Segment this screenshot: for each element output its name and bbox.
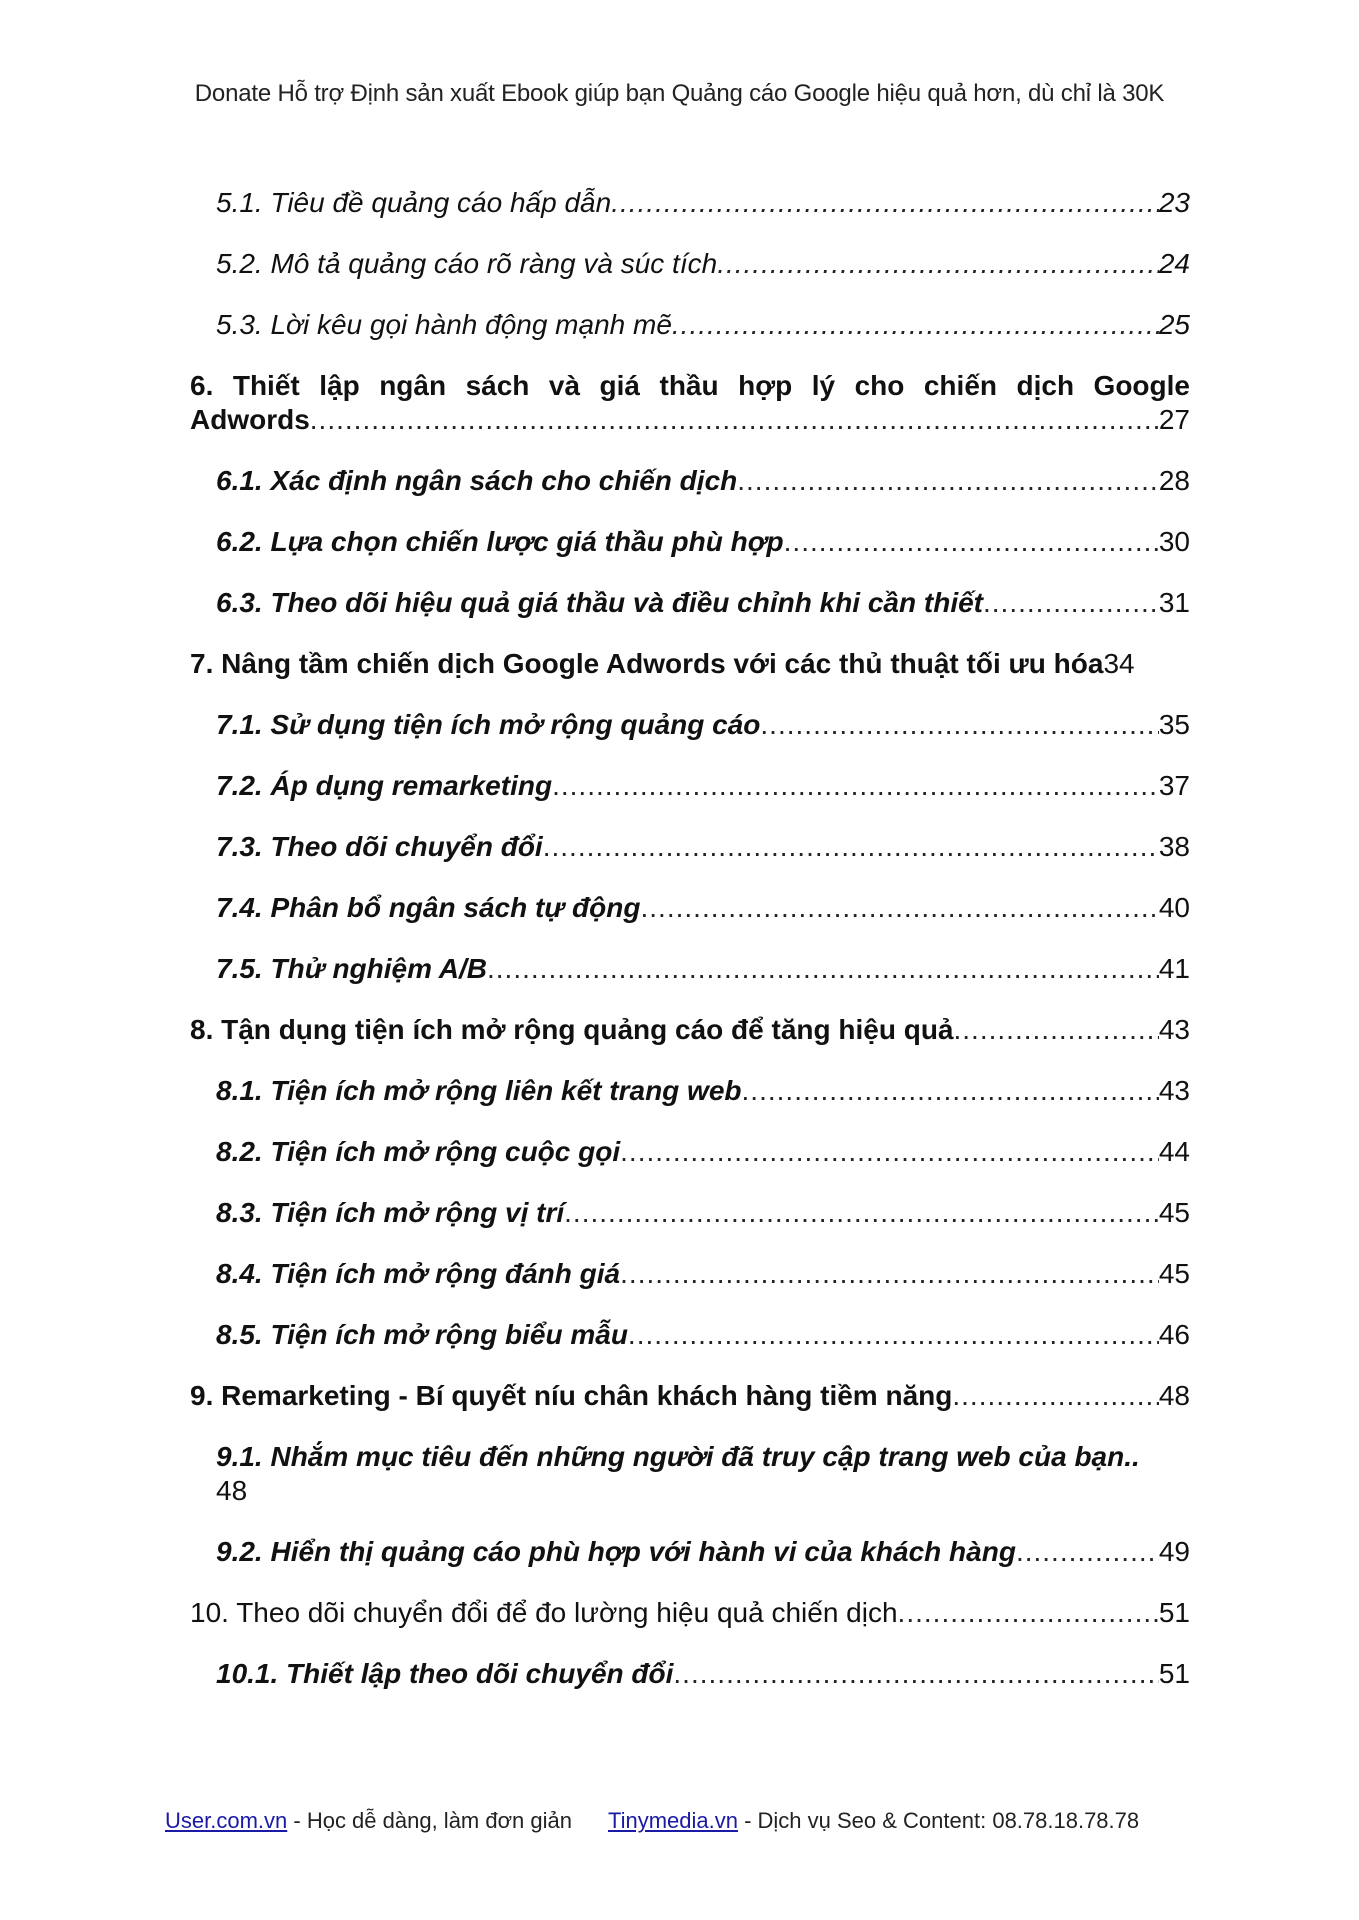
toc-entry-page: 25 — [1158, 309, 1190, 340]
toc-entry-page: 24 — [1158, 248, 1190, 279]
toc-entry-10[interactable] — [190, 1596, 1190, 1630]
toc-entry-title: 6.2. Lựa chọn chiến lược giá thầu phù hợp — [216, 526, 784, 557]
dot-leader — [1016, 1535, 1159, 1569]
page-header: Donate Hỗ trợ Định sản xuất Ebook giúp bạn Quảng cáo Google hiệu quả hơn, dù chỉ là 30K — [194, 80, 1165, 107]
dot-leader — [620, 1135, 1159, 1169]
user-com-vn-link[interactable]: User.com.vn — [165, 1808, 288, 1833]
dot-leader — [672, 308, 1159, 342]
toc-entry-8-4[interactable] — [190, 1257, 1190, 1291]
toc-entry-page: 28 — [1158, 465, 1190, 496]
toc-entry-title: 5.1. Tiêu đề quảng cáo hấp dẫn — [216, 187, 612, 218]
toc-entry-page: 44 — [1158, 1136, 1190, 1167]
toc-entry-title: 7.1. Sử dụng tiện ích mở rộng quảng cáo — [216, 709, 761, 740]
dot-leader — [717, 247, 1159, 281]
toc-entry-7-1[interactable] — [190, 708, 1190, 742]
dot-leader — [487, 952, 1159, 986]
dot-leader — [954, 1013, 1159, 1047]
toc-entry-title: 5.2. Mô tả quảng cáo rõ ràng và súc tích — [216, 248, 718, 279]
toc-entry-title: 7. Nâng tầm chiến dịch Google Adwords với các thủ thuật tối ưu hóa — [190, 648, 1104, 679]
toc-entry-title: 9.2. Hiển thị quảng cáo phù hợp với hành vi của khách hàng — [216, 1536, 1016, 1567]
dot-leader — [898, 1596, 1159, 1630]
toc-entry-page: 45 — [1158, 1258, 1190, 1289]
toc-entry-title: 8. Tận dụng tiện ích mở rộng quảng cáo để tăng hiệu quả — [190, 1014, 954, 1045]
toc-entry-page: 43 — [1158, 1014, 1190, 1045]
dot-leader — [543, 830, 1159, 864]
toc-entry-7-5[interactable] — [190, 952, 1190, 986]
toc-entry-8[interactable] — [190, 1013, 1190, 1047]
toc-entry-5-2[interactable] — [190, 247, 1190, 281]
toc-entry-title: 10.1. Thiết lập theo dõi chuyển đổi — [216, 1658, 674, 1689]
dot-leader — [784, 525, 1159, 559]
toc-entry-title: 8.5. Tiện ích mở rộng biểu mẫu — [216, 1319, 628, 1350]
toc-entry-5-1[interactable] — [190, 186, 1190, 220]
dot-leader — [983, 586, 1159, 620]
toc-entry-7[interactable] — [190, 647, 1190, 681]
toc-entry-title: 6. Thiết lập ngân sách và giá thầu hợp lý cho chiến dịch Google — [190, 370, 1190, 401]
dot-leader — [742, 1074, 1159, 1108]
dot-leader — [640, 891, 1158, 925]
toc-entry-page: 27 — [1158, 404, 1190, 435]
toc-entry-title: 8.1. Tiện ích mở rộng liên kết trang web — [216, 1075, 742, 1106]
footer-text-1: - Học dễ dàng, làm đơn giản — [287, 1808, 572, 1833]
toc-entry-9-1[interactable] — [190, 1440, 1190, 1508]
toc-entry-page: 48 — [1158, 1380, 1190, 1411]
toc-entry-page: 37 — [1158, 770, 1190, 801]
toc-entry-9-2[interactable] — [190, 1535, 1190, 1569]
toc-entry-title: 7.4. Phân bổ ngân sách tự động — [216, 892, 641, 923]
toc-entry-7-3[interactable] — [190, 830, 1190, 864]
toc-entry-page: 35 — [1158, 709, 1190, 740]
toc-entry-title: 8.4. Tiện ích mở rộng đánh giá — [216, 1258, 621, 1289]
toc-entry-6[interactable] — [190, 369, 1190, 437]
dot-leader — [952, 1379, 1158, 1413]
toc-entry-6-3[interactable] — [190, 586, 1190, 620]
dot-leader — [628, 1318, 1159, 1352]
toc-entry-6-1[interactable] — [190, 464, 1190, 498]
toc-entry-8-3[interactable] — [190, 1196, 1190, 1230]
dot-leader — [611, 186, 1159, 220]
toc-entry-page: 31 — [1158, 587, 1190, 618]
toc-entry-8-1[interactable] — [190, 1074, 1190, 1108]
toc-entry-page: 34 — [1103, 648, 1135, 679]
tinymedia-vn-link[interactable]: Tinymedia.vn — [607, 1808, 738, 1833]
table-of-contents — [190, 186, 1190, 1718]
toc-entry-8-2[interactable] — [190, 1135, 1190, 1169]
toc-entry-7-4[interactable] — [190, 891, 1190, 925]
toc-entry-title: 6.1. Xác định ngân sách cho chiến dịch — [216, 465, 738, 496]
toc-entry-7-2[interactable] — [190, 769, 1190, 803]
toc-entry-title: 8.2. Tiện ích mở rộng cuộc gọi — [216, 1136, 621, 1167]
toc-entry-page: 43 — [1158, 1075, 1190, 1106]
toc-entry-title: 5.3. Lời kêu gọi hành động mạnh mẽ — [216, 309, 672, 340]
toc-entry-title: 9.1. Nhắm mục tiêu đến những người đã truy cập trang web của bạn.. — [216, 1441, 1140, 1472]
toc-entry-title: 7.2. Áp dụng remarketing — [216, 770, 553, 801]
toc-entry-page: 40 — [1158, 892, 1190, 923]
toc-entry-page: 30 — [1158, 526, 1190, 557]
toc-entry-page: 51 — [1158, 1597, 1190, 1628]
toc-entry-10-1[interactable] — [190, 1657, 1190, 1691]
toc-entry-title: 7.5. Thử nghiệm A/B — [216, 953, 487, 984]
dot-leader — [552, 769, 1159, 803]
toc-entry-title: 6.3. Theo dõi hiệu quả giá thầu và điều chỉnh khi cần thiết — [216, 587, 983, 618]
toc-entry-title: 8.3. Tiện ích mở rộng vị trí — [216, 1197, 565, 1228]
toc-entry-page: 46 — [1158, 1319, 1190, 1350]
toc-entry-page: 23 — [1158, 187, 1190, 218]
footer-text-2: - Dịch vụ Seo & Content: 08.78.18.78.78 — [737, 1808, 1140, 1833]
toc-entry-title-cont: Adwords — [190, 404, 310, 435]
toc-entry-5-3[interactable] — [190, 308, 1190, 342]
toc-entry-page: 48 — [216, 1475, 248, 1506]
toc-entry-title: 9. Remarketing - Bí quyết níu chân khách hàng tiềm năng — [190, 1380, 953, 1411]
dot-leader — [310, 403, 1159, 437]
toc-entry-page: 49 — [1158, 1536, 1190, 1567]
page-footer — [165, 1808, 1139, 1834]
dot-leader — [620, 1257, 1159, 1291]
toc-entry-8-5[interactable] — [190, 1318, 1190, 1352]
dot-leader — [564, 1196, 1159, 1230]
toc-entry-9[interactable] — [190, 1379, 1190, 1413]
toc-entry-title: 10. Theo dõi chuyển đổi để đo lường hiệu quả chiến dịch — [190, 1597, 898, 1628]
toc-entry-6-2[interactable] — [190, 525, 1190, 559]
dot-leader — [737, 464, 1159, 498]
toc-entry-page: 51 — [1158, 1658, 1190, 1689]
toc-entry-page: 41 — [1158, 953, 1190, 984]
dot-leader — [760, 708, 1158, 742]
dot-leader — [673, 1657, 1158, 1691]
toc-entry-page: 38 — [1158, 831, 1190, 862]
toc-entry-title: 7.3. Theo dõi chuyển đổi — [216, 831, 543, 862]
toc-entry-page: 45 — [1158, 1197, 1190, 1228]
